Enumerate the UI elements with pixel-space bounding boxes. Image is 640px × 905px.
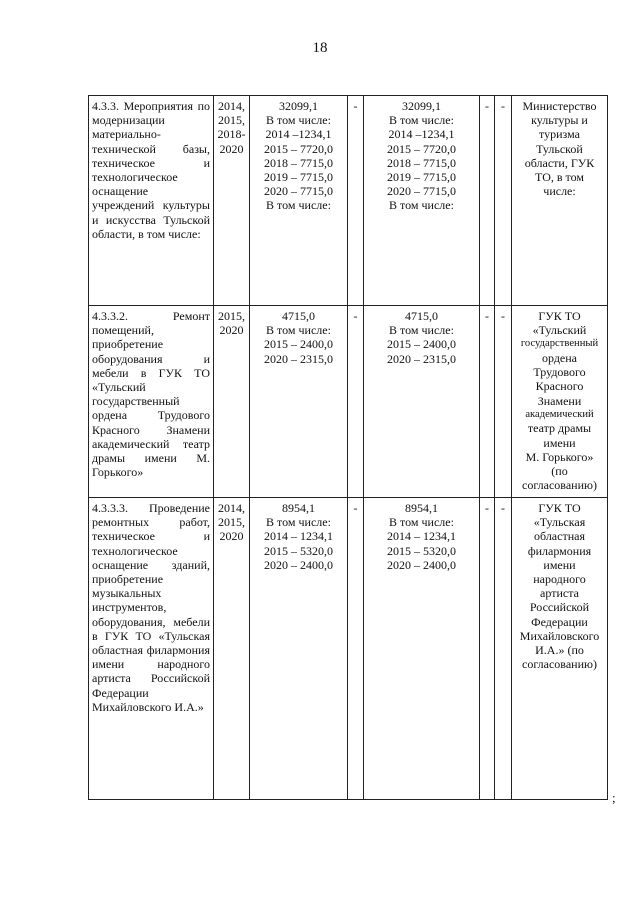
regional-funding-cell	[364, 306, 480, 498]
executor-line: Михайловского	[519, 628, 600, 643]
years-line: 2015,	[218, 515, 245, 530]
total-line: В том числе:	[266, 113, 331, 128]
total-line: 2018 – 7715,0	[264, 155, 333, 170]
regional-line: В том числе:	[389, 198, 454, 213]
executor-line: числе:	[543, 184, 576, 199]
federal-funding-cell: -	[348, 306, 364, 498]
total-line: 2019 – 7715,0	[264, 170, 333, 185]
executor-line: Тульской	[536, 141, 583, 156]
executor-line: ГУК ТО	[538, 501, 581, 515]
executor-line: области, ГУК	[524, 155, 595, 170]
program-table	[88, 95, 608, 800]
regional-line: 2020 – 2400,0	[387, 557, 456, 572]
total-funding-cell	[250, 306, 348, 498]
executor-line: академический	[525, 408, 594, 420]
regional-line: 32099,1	[402, 99, 441, 113]
executor-line: «Тульский	[532, 323, 587, 338]
total-line: В том числе:	[266, 515, 331, 530]
executor-cell	[512, 306, 608, 498]
measure-name-cell	[89, 306, 214, 498]
regional-line: 2015 – 5320,0	[387, 543, 456, 558]
executor-line: имени	[543, 557, 576, 572]
executor-line: М. Горького»	[525, 449, 594, 464]
years-line: 2015,	[218, 309, 245, 323]
years-cell	[214, 96, 250, 306]
executor-line: туризма	[539, 127, 580, 142]
executor-line: народного	[533, 572, 586, 587]
years-line: 2015,	[218, 113, 245, 128]
years-cell	[214, 498, 250, 800]
executor-line: имени	[543, 435, 576, 450]
total-line: 2020 – 2315,0	[264, 351, 333, 366]
executor-line: культуры и	[531, 113, 588, 128]
regional-line: В том числе:	[389, 515, 454, 530]
table-row	[89, 498, 608, 800]
executor-cell	[512, 498, 608, 800]
executor-line: государственный	[520, 338, 599, 350]
measure-name: 4.3.3. Мероприятия по модернизации материально-технической базы, техническое и технологическое оснащение учреждений культуры и искусства Тульской области, в том числе:	[92, 99, 210, 241]
regional-line: 2014 – 1234,1	[387, 529, 456, 544]
executor-line: областная	[534, 529, 585, 544]
years-line: 2020	[219, 529, 244, 544]
executor-line: Знамени	[537, 393, 582, 408]
regional-line: В том числе:	[389, 113, 454, 128]
executor-line: ГУК ТО	[538, 309, 581, 323]
years-line: 2014,	[218, 99, 245, 113]
regional-line: 2020 – 7715,0	[387, 184, 456, 199]
total-line: 8954,1	[282, 501, 315, 515]
measure-name: 4.3.3.3. Проведение ремонтных работ, техническое и технологическое оснащение зданий, приобретение музыкальных инструментов, оборудования, мебели в ГУК ТО «Тульская областная филармония имени народного артиста Российской Федерации Михайловского И.А.»	[92, 501, 210, 714]
executor-cell	[512, 96, 608, 306]
total-line: 2020 – 7715,0	[264, 184, 333, 199]
table-row	[89, 96, 608, 306]
executor-line: Красного	[535, 379, 584, 394]
measure-name: 4.3.3.2. Ремонт помещений, приобретение оборудования и мебели в ГУК ТО «Тульский государственный ордена Трудового Красного Знамени академический театр драмы имени М. Горького»	[92, 309, 210, 480]
regional-line: 2015 – 2400,0	[387, 337, 456, 352]
executor-line: Трудового	[533, 365, 586, 380]
regional-funding-cell	[364, 498, 480, 800]
measure-name-cell	[89, 96, 214, 306]
executor-line: Министерство	[522, 99, 597, 113]
total-line: 2015 – 2400,0	[264, 337, 333, 352]
regional-line: 8954,1	[405, 501, 438, 515]
years-line: 2020	[219, 323, 244, 338]
executor-line: Российской	[529, 600, 590, 615]
total-line: 32099,1	[279, 99, 318, 113]
total-line: 4715,0	[282, 309, 315, 323]
total-line: 2014 –1234,1	[265, 127, 332, 142]
trailing-semicolon: ;	[612, 790, 616, 805]
federal-funding-cell: -	[348, 498, 364, 800]
total-line: 2015 – 5320,0	[264, 543, 333, 558]
executor-line: «Тульская	[533, 515, 586, 530]
executor-line: ТО, в том	[535, 170, 584, 185]
local-funding-cell: -	[480, 306, 495, 498]
total-line: 2015 – 7720,0	[264, 141, 333, 156]
total-line: 2020 – 2400,0	[264, 557, 333, 572]
executor-line: согласованию)	[522, 657, 597, 672]
executor-line: филармония	[527, 543, 592, 558]
total-line: В том числе:	[266, 198, 331, 213]
regional-funding-cell	[364, 96, 480, 306]
executor-line: Федерации	[531, 614, 588, 629]
measure-name-cell	[89, 498, 214, 800]
extra-funding-cell: -	[495, 306, 512, 498]
extra-funding-cell: -	[495, 498, 512, 800]
local-funding-cell: -	[480, 498, 495, 800]
regional-line: 2015 – 7720,0	[387, 141, 456, 156]
years-line: 2014,	[218, 501, 245, 515]
executor-line: И.А.» (по	[535, 643, 584, 658]
executor-line: артиста	[540, 586, 579, 601]
total-funding-cell	[250, 96, 348, 306]
years-cell	[214, 306, 250, 498]
total-funding-cell	[250, 498, 348, 800]
regional-line: 2014 –1234,1	[388, 127, 455, 142]
regional-line: 2018 – 7715,0	[387, 155, 456, 170]
federal-funding-cell: -	[348, 96, 364, 306]
extra-funding-cell: -	[495, 96, 512, 306]
executor-line: согласованию)	[522, 478, 597, 493]
years-line: 2018-	[217, 127, 246, 142]
executor-line: театр драмы	[527, 421, 592, 436]
regional-line: В том числе:	[389, 323, 454, 338]
regional-line: 4715,0	[405, 309, 438, 323]
page-number: 18	[312, 40, 328, 56]
executor-line: ордена	[541, 351, 578, 365]
total-line: 2014 – 1234,1	[264, 529, 333, 544]
executor-line: (по	[551, 464, 568, 479]
total-line: В том числе:	[266, 323, 331, 338]
regional-line: 2019 – 7715,0	[387, 170, 456, 185]
table-row	[89, 306, 608, 498]
regional-line: 2020 – 2315,0	[387, 351, 456, 366]
local-funding-cell: -	[480, 96, 495, 306]
years-line: 2020	[219, 141, 244, 156]
